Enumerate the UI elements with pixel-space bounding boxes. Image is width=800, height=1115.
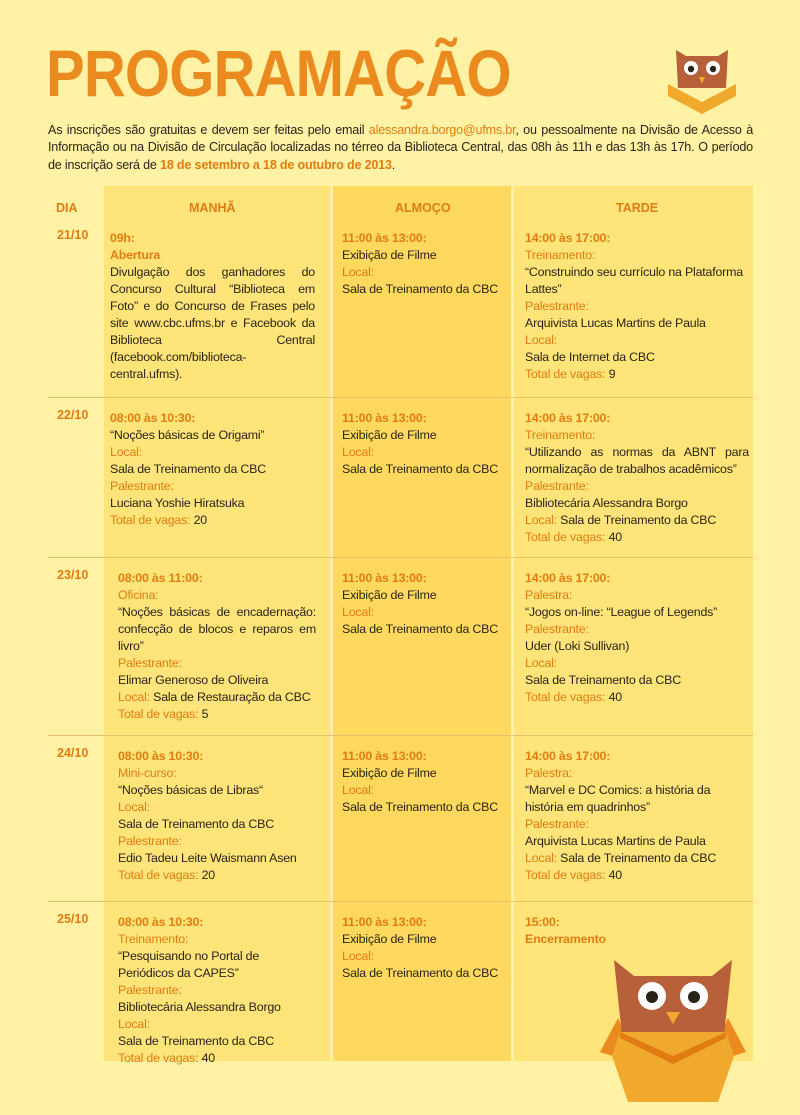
schedule-line: Local:: [342, 783, 374, 797]
schedule-line: Local:: [342, 605, 374, 619]
field-label: Total de vagas:: [118, 707, 199, 721]
day-label: 21/10: [57, 228, 89, 242]
schedule-line: Sala de Internet da CBC: [525, 350, 655, 364]
cell-manha: [118, 748, 316, 884]
header-tarde: TARDE: [616, 201, 659, 215]
schedule-line: Elimar Generoso de Oliveira: [118, 673, 269, 687]
schedule-line: Oficina:: [118, 588, 159, 602]
schedule-line: Luciana Yoshie Hiratsuka: [110, 496, 245, 510]
schedule-line: 11:00 às 13:00:: [342, 231, 427, 245]
label-value-line: [525, 366, 749, 383]
field-label: Total de vagas:: [525, 530, 606, 544]
schedule-line: “Noções básicas de Libras“: [118, 783, 263, 797]
label-value-line: [110, 512, 315, 529]
schedule-line: Sala de Treinamento da CBC: [342, 622, 498, 636]
schedule-line: 09h:: [110, 231, 135, 245]
schedule-line: Uder (Loki Sullivan): [525, 639, 630, 653]
schedule-line: 14:00 às 17:00:: [525, 411, 611, 425]
cell-almoco: [342, 914, 504, 982]
cell-almoco: [342, 230, 504, 298]
schedule-line: Palestrante:: [118, 834, 182, 848]
schedule-line: Mini-curso:: [118, 766, 177, 780]
schedule-line: Exibição de Filme: [342, 248, 437, 262]
schedule-line: “Jogos on-line: “League of Legends”: [525, 605, 718, 619]
label-value-line: [525, 867, 749, 884]
schedule-line: Sala de Treinamento da CBC: [118, 1034, 274, 1048]
schedule-line: Bibliotecária Alessandra Borgo: [525, 496, 688, 510]
schedule-line: Sala de Treinamento da CBC: [525, 673, 681, 687]
row-divider: [48, 397, 753, 398]
schedule-line: Exibição de Filme: [342, 428, 437, 442]
schedule-line: 14:00 às 17:00:: [525, 231, 611, 245]
field-value: Sala de Treinamento da CBC: [560, 513, 717, 527]
schedule-line: Sala de Treinamento da CBC: [342, 282, 498, 296]
schedule-line: 14:00 às 17:00:: [525, 749, 611, 763]
schedule-line: Local:: [525, 656, 557, 670]
day-label: 25/10: [57, 912, 89, 926]
field-label: Local:: [118, 690, 150, 704]
row-divider: [48, 557, 753, 558]
field-label: Total de vagas:: [525, 367, 606, 381]
schedule-line: 14:00 às 17:00:: [525, 571, 611, 585]
day-label: 24/10: [57, 746, 89, 760]
schedule-line: Palestra:: [525, 766, 573, 780]
email-link[interactable]: alessandra.borgo@ufms.br: [368, 123, 516, 137]
field-label: Total de vagas:: [525, 690, 606, 704]
cell-almoco: [342, 748, 504, 816]
schedule-line: Encerramento: [525, 932, 606, 946]
schedule-line: Treinamento:: [525, 248, 596, 262]
schedule-line: Palestrante:: [118, 656, 182, 670]
cell-tarde: [525, 570, 749, 706]
cell-almoco: [342, 570, 504, 638]
schedule-line: Sala de Treinamento da CBC: [342, 462, 498, 476]
field-label: Local:: [525, 851, 557, 865]
label-value-line: [525, 850, 749, 867]
field-value: 40: [608, 690, 622, 704]
owl-book-icon: [662, 44, 742, 116]
field-value: 40: [608, 530, 622, 544]
schedule-line: 11:00 às 13:00:: [342, 915, 427, 929]
schedule-line: “Construindo seu currículo na Plataforma Lattes”: [525, 265, 743, 296]
schedule-line: Arquivista Lucas Martins de Paula: [525, 834, 706, 848]
intro-text-1: As inscrições são gratuitas e devem ser feitas pelo email: [48, 123, 369, 137]
schedule-line: Exibição de Filme: [342, 766, 437, 780]
field-value: 20: [193, 513, 207, 527]
schedule-line: Arquivista Lucas Martins de Paula: [525, 316, 706, 330]
schedule-line: 08:00 às 11:00:: [118, 571, 203, 585]
field-value: 5: [201, 707, 209, 721]
field-value: 40: [201, 1051, 215, 1065]
intro-text-2: , ou pessoalmente na Divisão de Acesso à Informação ou na Divisão de Circulação localizadas no térreo da Biblioteca Central, das 08h às 11h e das 13h às 17h. O período de inscrição será de: [48, 123, 753, 172]
field-value: Sala de Restauração da CBC: [153, 690, 311, 704]
schedule-line: Palestrante:: [118, 983, 182, 997]
label-value-line: [525, 689, 749, 706]
schedule-line: Treinamento:: [118, 932, 189, 946]
row-divider: [48, 901, 753, 902]
cell-manha: [118, 914, 316, 1067]
schedule-line: Abertura: [110, 248, 161, 262]
schedule-line: “Pesquisando no Portal de Periódicos da CAPES”: [118, 949, 260, 980]
schedule-line: Local:: [342, 445, 374, 459]
cell-tarde: [525, 230, 749, 383]
schedule-line: Local:: [118, 800, 150, 814]
field-value: 40: [608, 868, 622, 882]
intro-text-3: .: [391, 157, 396, 172]
schedule-line: Sala de Treinamento da CBC: [118, 817, 274, 831]
label-value-line: [525, 512, 749, 529]
header-dia: DIA: [56, 201, 78, 215]
cell-manha: [110, 410, 315, 529]
schedule-line: 15:00:: [525, 915, 560, 929]
schedule-line: Local:: [525, 333, 557, 347]
header-manha: MANHÃ: [189, 201, 236, 215]
field-value: Sala de Treinamento da CBC: [560, 851, 717, 865]
schedule-line: Edio Tadeu Leite Waismann Asen: [118, 851, 297, 865]
schedule-line: Sala de Treinamento da CBC: [342, 800, 498, 814]
field-value: 20: [201, 868, 215, 882]
schedule-line: Local:: [342, 265, 374, 279]
label-value-line: [525, 529, 749, 546]
schedule-line: Palestrante:: [525, 817, 589, 831]
schedule-line: Local:: [118, 1017, 150, 1031]
field-label: Total de vagas:: [118, 1051, 199, 1065]
schedule-line: Palestrante:: [525, 622, 589, 636]
schedule-line: “Noções básicas de encadernação: confecção de blocos e reparos em livro”: [118, 605, 316, 653]
schedule-line: Palestra:: [525, 588, 573, 602]
owl-mascot-icon: [598, 952, 748, 1102]
intro-paragraph: [48, 122, 753, 174]
schedule-line: Palestrante:: [110, 479, 174, 493]
row-divider: [48, 735, 753, 736]
day-label: 23/10: [57, 568, 89, 582]
field-label: Local:: [525, 513, 557, 527]
field-label: Total de vagas:: [118, 868, 199, 882]
label-value-line: [118, 867, 316, 884]
schedule-line: Bibliotecária Alessandra Borgo: [118, 1000, 281, 1014]
cell-tarde: [525, 410, 749, 546]
schedule-line: Treinamento:: [525, 428, 596, 442]
registration-period: 18 de setembro a 18 de outubro de 2013: [160, 157, 392, 172]
schedule-line: 11:00 às 13:00:: [342, 411, 427, 425]
header-almoco: ALMOÇO: [395, 201, 451, 215]
schedule-line: “Utilizando as normas da ABNT para normalização de trabalhos acadêmicos”: [525, 445, 749, 476]
schedule-line: Palestrante:: [525, 479, 589, 493]
schedule-line: Sala de Treinamento da CBC: [110, 462, 266, 476]
schedule-line: Local:: [110, 445, 142, 459]
schedule-line: 08:00 às 10:30:: [110, 411, 196, 425]
field-label: Total de vagas:: [525, 868, 606, 882]
schedule-line: Local:: [342, 949, 374, 963]
schedule-line: “Noções básicas de Origami”: [110, 428, 265, 442]
label-value-line: [118, 1050, 316, 1067]
cell-tarde: [525, 748, 749, 884]
schedule-line: Exibição de Filme: [342, 588, 437, 602]
schedule-line: 08:00 às 10:30:: [118, 915, 204, 929]
schedule-line: 11:00 às 13:00:: [342, 749, 427, 763]
schedule-line: “Marvel e DC Comics: a história da história em quadrinhos”: [525, 783, 711, 814]
schedule-line: Divulgação dos ganhadores do Concurso Cultural “Biblioteca em Foto” e do Concurso de Frases pelo site www.cbc.ufms.br e Facebook da Biblioteca Central (facebook.com/biblioteca-central.ufms).: [110, 265, 315, 381]
cell-manha: [118, 570, 316, 723]
schedule-line: Exibição de Filme: [342, 932, 437, 946]
field-label: Total de vagas:: [110, 513, 191, 527]
schedule-line: 08:00 às 10:30:: [118, 749, 204, 763]
field-value: 9: [608, 367, 616, 381]
cell-manha: [110, 230, 315, 383]
schedule-line: Palestrante:: [525, 299, 589, 313]
cell-almoco: [342, 410, 504, 478]
page-title: PROGRAMAÇÃO: [46, 36, 511, 110]
cell-tarde: [525, 914, 749, 948]
day-label: 22/10: [57, 408, 89, 422]
schedule-line: 11:00 às 13:00:: [342, 571, 427, 585]
label-value-line: [118, 706, 316, 723]
schedule-line: Sala de Treinamento da CBC: [342, 966, 498, 980]
label-value-line: [118, 689, 316, 706]
